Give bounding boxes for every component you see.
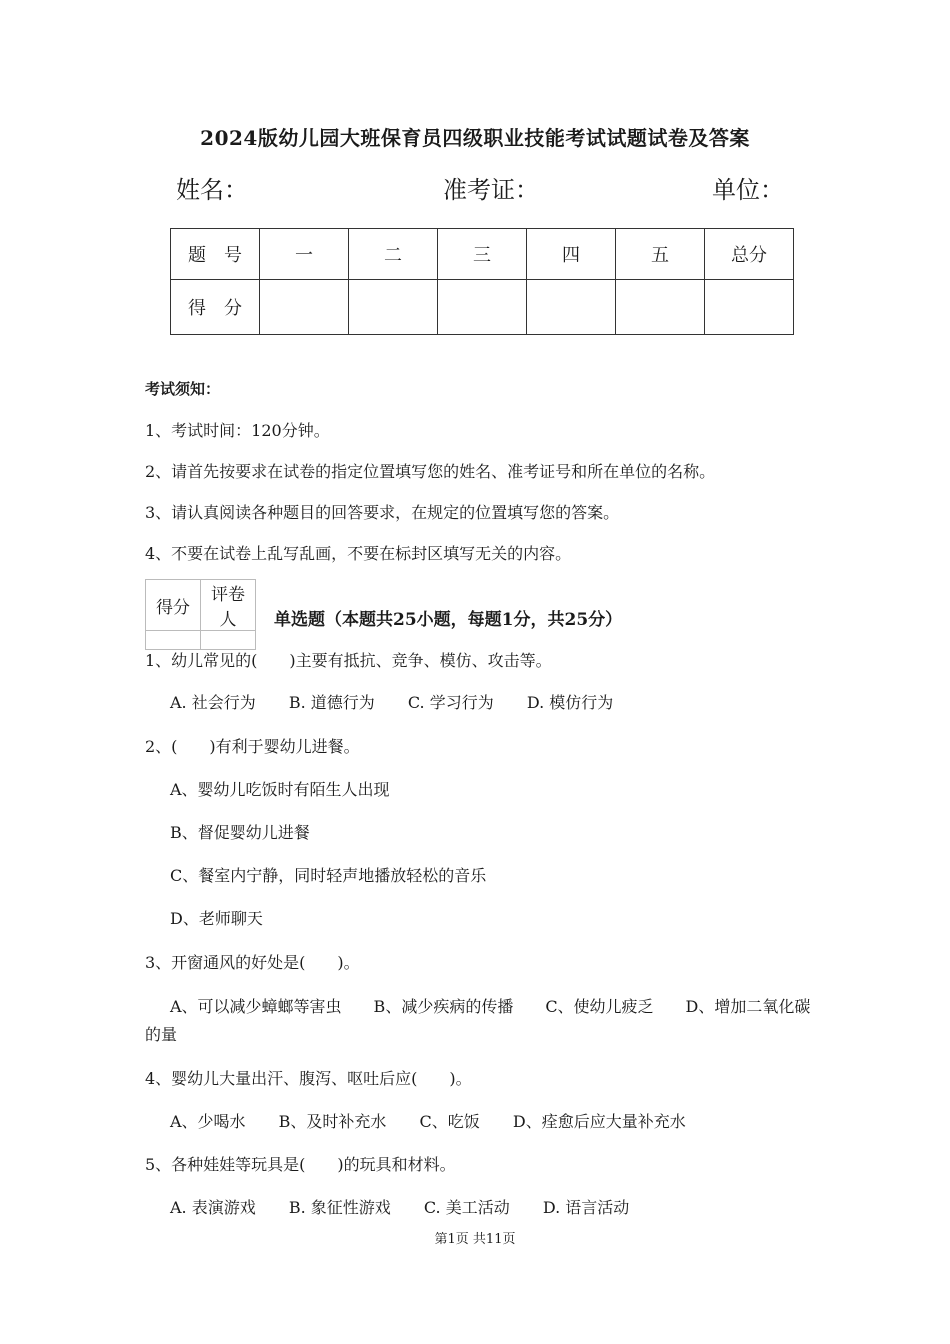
option: A、婴幼儿吃饭时有陌生人出现 (170, 780, 390, 799)
option: A. 表演游戏 (170, 1198, 256, 1217)
score-table-header-cell: 总分 (705, 229, 794, 280)
option: B. 道德行为 (288, 693, 375, 712)
option: D、痊愈后应大量补充水 (512, 1112, 686, 1131)
option: B、督促婴幼儿进餐 (170, 823, 310, 842)
score-table-header-cell: 二 (349, 229, 438, 280)
notice-item: 4、不要在试卷上乱写乱画，不要在标封区填写无关的内容。 (145, 544, 572, 563)
option: A、少喝水 (170, 1112, 246, 1131)
option: A. 社会行为 (170, 693, 256, 712)
option: B. 象征性游戏 (288, 1198, 391, 1217)
notice-heading: 考试须知： (145, 380, 221, 398)
score-cell[interactable] (616, 280, 705, 335)
question-stem: 3、开窗通风的好处是( )。 (145, 953, 360, 972)
notice-item: 3、请认真阅读各种题目的回答要求，在规定的位置填写您的答案。 (145, 503, 620, 522)
score-table-header-cell: 四 (527, 229, 616, 280)
question-options-line: A、可以减少蟑螂等害虫 B、减少疾病的传播 C、使幼儿疲乏 D、增加二氧化碳 (170, 997, 811, 1016)
option: C、餐室内宁静，同时轻声地播放轻松的音乐 (170, 866, 487, 885)
page-title: 2024版幼儿园大班保育员四级职业技能考试试题试卷及答案 (200, 126, 750, 150)
unit-field-label: 单位： (712, 176, 784, 204)
score-table-header-cell: 一 (260, 229, 349, 280)
option: D、老师聊天 (170, 909, 263, 928)
score-cell[interactable] (260, 280, 349, 335)
option: C. 美工活动 (423, 1198, 510, 1217)
option: D. 语言活动 (542, 1198, 630, 1217)
score-cell[interactable] (349, 280, 438, 335)
grader-box (145, 579, 256, 650)
question-stem: 2、( )有利于婴幼儿进餐。 (145, 737, 360, 756)
option: B、及时补充水 (278, 1112, 387, 1131)
question-options-wrap: 的量 (145, 1025, 178, 1044)
question-options (170, 1195, 657, 1218)
section-heading: 单选题（本题共25小题，每题1分，共25分） (274, 610, 623, 630)
option: D. 模仿行为 (526, 693, 614, 712)
score-table-header-cell: 五 (616, 229, 705, 280)
question-options (170, 1109, 714, 1132)
score-table-header-cell: 三 (438, 229, 527, 280)
grader-reviewer-label: 评卷人 (201, 580, 256, 631)
question-stem: 4、婴幼儿大量出汗、腹泻、呕吐后应( )。 (145, 1069, 472, 1088)
grader-score-label: 得分 (146, 580, 201, 631)
score-cell[interactable] (705, 280, 794, 335)
exam-id-field-label: 准考证： (443, 176, 539, 204)
question-stem: 5、各种娃娃等玩具是( )的玩具和材料。 (145, 1155, 456, 1174)
score-cell[interactable] (438, 280, 527, 335)
score-table (170, 228, 794, 335)
name-field-label: 姓名： (176, 176, 248, 204)
score-table-header-cell: 题 号 (171, 229, 260, 280)
question-options (170, 690, 641, 713)
grader-score-cell[interactable] (146, 631, 201, 650)
option: C. 学习行为 (407, 693, 494, 712)
score-table-header-row (171, 229, 794, 280)
notice-item: 2、请首先按要求在试卷的指定位置填写您的姓名、准考证号和所在单位的名称。 (145, 462, 716, 481)
notice-item: 1、考试时间：120分钟。 (145, 421, 330, 440)
option: C、吃饭 (419, 1112, 480, 1131)
grader-reviewer-cell[interactable] (201, 631, 256, 650)
question-stem: 1、幼儿常见的( )主要有抵抗、竞争、模仿、攻击等。 (145, 651, 552, 670)
score-cell[interactable] (527, 280, 616, 335)
score-table-score-row (171, 280, 794, 335)
page-footer: 第1页 共11页 (434, 1232, 516, 1247)
score-row-label: 得 分 (171, 280, 260, 335)
